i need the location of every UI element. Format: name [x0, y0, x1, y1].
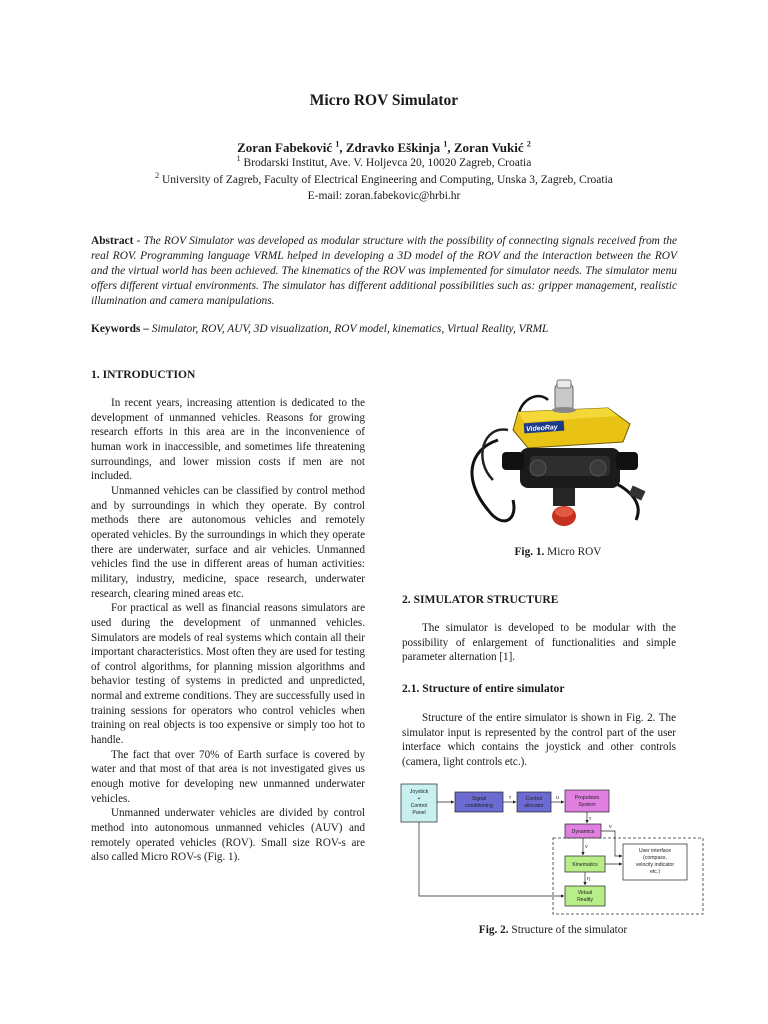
svg-text:conditioning: conditioning [465, 803, 493, 809]
entire-simulator-paragraph: Structure of the entire simulator is shown in Fig. 2. The simulator input is represented by the control part of the user interface which contains the joystick and other controls (camera, light controls etc.). [402, 712, 676, 768]
intro-paragraph: For practical as well as financial reasons simulators are used during the development of unmanned vehicles. Simulators are models of real systems which contain all their important characteristics. Most often they are used for testing of control algorithms, for planning mission algorithms and behavior testing of systems in predicted and unpredicted, normal and extreme conditions. They are successfully used in training sessions for operators who control vehicles when training on real objects is too expensive or simply too hot to handle. [91, 602, 365, 747]
abstract-text: The ROV Simulator was developed as modular structure with the possibility of connecting signals received from the real ROV. Programming language VRML helped in developing a 3D model of the ROV and the interaction between the ROV and the virtual world has been achieved. The kinematics of the ROV was implemented for simulator needs. The simulator menu offers different virtual environments. The simulator has different additional possibilities such as: gripper management, realistic illumination and camera manipulations. [91, 235, 677, 307]
entire-simulator-body [402, 711, 676, 770]
svg-text:velocity indicator: velocity indicator [635, 862, 675, 868]
block-signal-conditioning [455, 792, 503, 812]
signal-label-nu-2: ν [609, 824, 612, 830]
svg-text:Panel: Panel [412, 810, 426, 816]
svg-text:Control: Control [410, 803, 428, 809]
figure-2-label: Fig. 2. [478, 924, 509, 936]
signal-label-u: u [556, 795, 559, 801]
introduction-body [91, 396, 365, 865]
svg-text:Signal: Signal [471, 796, 487, 802]
author-list: Zoran Fabeković $^1$, Zdravko Eškinja $^1$, Zoran Vukić $^2$ [237, 139, 531, 155]
affiliation-1-marker: 1 [236, 154, 241, 164]
svg-text:User interface: User interface [638, 848, 672, 854]
block-control-allocator [517, 792, 551, 812]
simulator-structure-body [402, 621, 676, 665]
block-virtual-reality [565, 886, 605, 906]
affiliation-2-text: University of Zagreb, Faculty of Electrical Engineering and Computing, Unska 3, Zagreb, Croatia [161, 174, 613, 186]
affiliation-2 [0, 171, 768, 186]
svg-text:Virtual: Virtual [577, 890, 593, 896]
affiliation-1-text: Brodarski Institut, Ave. V. Holjevca 20, 10020 Zagreb, Croatia [243, 157, 532, 169]
svg-text:Propulsion: Propulsion [574, 795, 600, 801]
author-2: Zdravko Eškinja [345, 140, 441, 155]
signal-label-nu: ν [585, 844, 588, 850]
svg-text:Joystick: Joystick [409, 789, 429, 795]
keywords-text: Simulator, ROV, AUV, 3D visualization, ROV model, kinematics, Virtual Reality, VRML [148, 323, 549, 335]
figure-1-caption-text: Micro ROV [544, 546, 602, 558]
intro-paragraph: Unmanned underwater vehicles are divided by control method into autonomous unmanned vehicles (AUV) and remotely operated vehicles (ROV). Small size ROV-s are also called Micro ROV-s (Fig. 1). [91, 807, 365, 864]
keywords-label: Keywords – [91, 323, 149, 335]
abstract-separator: - [133, 235, 144, 247]
heading-entire-simulator: 2.1. Structure of entire simulator [402, 682, 565, 695]
signal-label-tau: τ [509, 795, 512, 801]
svg-text:Control: Control [525, 796, 543, 802]
svg-text:System: System [578, 802, 596, 808]
author-3: Zoran Vukić [453, 140, 524, 155]
svg-text:+: + [417, 796, 421, 802]
block-kinematics [565, 856, 605, 872]
svg-text:allocator: allocator [524, 803, 544, 809]
author-2-affil: 1 [443, 139, 448, 149]
simulator-block-diagram [399, 780, 705, 916]
block-dynamics [565, 824, 601, 838]
abstract-label: Abstract [91, 235, 134, 247]
affiliation-2-marker: 2 [155, 171, 160, 181]
figure-2-caption [400, 924, 706, 936]
author-1: Zoran Fabeković [237, 140, 333, 155]
simulator-paragraph: The simulator is developed to be modular with the possibility of enlargement of functionalities and simple parameter alternation [1]. [402, 622, 676, 664]
rov-brand-label: VideoRay [525, 424, 558, 434]
signal-label-tau-s: τ [589, 816, 592, 822]
intro-paragraph: In recent years, increasing attention is dedicated to the development of unmanned vehicles. Reasons for growing research efforts in this area are in the inconvenience of human work in inaccessible, and sometimes life threatening surroundings, and lower mission costs if men are not included. [91, 397, 365, 483]
block-joystick [401, 784, 437, 822]
block-propulsion-system [565, 790, 609, 812]
intro-paragraph: Unmanned vehicles can be classified by control method and by surroundings in which they operate. By control methods there are autonomous vehicles and remotely operated vehicles. By the surroundings in which they operate there are underwater, surface and air vehicles. Unmanned vehicles find the use in different areas of human activities: military, industry, medicine, space research, underwater research, clearing mined areas etc. [91, 484, 365, 600]
intro-paragraph: The fact that over 70% of Earth surface is covered by water and that most of that area is not investigated gives us enough motive for developing new unmanned underwater vehicles. [91, 748, 365, 805]
figure-1-label: Fig. 1. [514, 546, 545, 558]
paper-title: Micro ROV Simulator [309, 92, 459, 109]
figure-2-caption-text: Structure of the simulator [508, 924, 628, 936]
svg-text:(compass,: (compass, [643, 855, 667, 861]
heading-introduction: 1. INTRODUCTION [91, 368, 196, 381]
svg-text:Dynamics: Dynamics [571, 829, 595, 835]
author-1-affil: 1 [335, 139, 340, 149]
author-email: E-mail: zoran.fabekovic@hrbi.hr [307, 190, 461, 202]
figure-1-caption [420, 546, 696, 558]
svg-text:Kinematics: Kinematics [572, 862, 598, 868]
heading-simulator-structure: 2. SIMULATOR STRUCTURE [402, 593, 559, 606]
abstract [91, 234, 677, 309]
block-user-interface [623, 844, 687, 880]
diagram-connections [419, 802, 622, 896]
affiliation-1 [0, 154, 768, 169]
svg-text:Reality: Reality [577, 897, 593, 903]
author-3-affil: 2 [526, 139, 531, 149]
keywords [91, 323, 677, 335]
micro-rov-photo [458, 370, 658, 538]
svg-text:etc.): etc.) [649, 869, 661, 875]
signal-label-eta: η [587, 876, 590, 882]
